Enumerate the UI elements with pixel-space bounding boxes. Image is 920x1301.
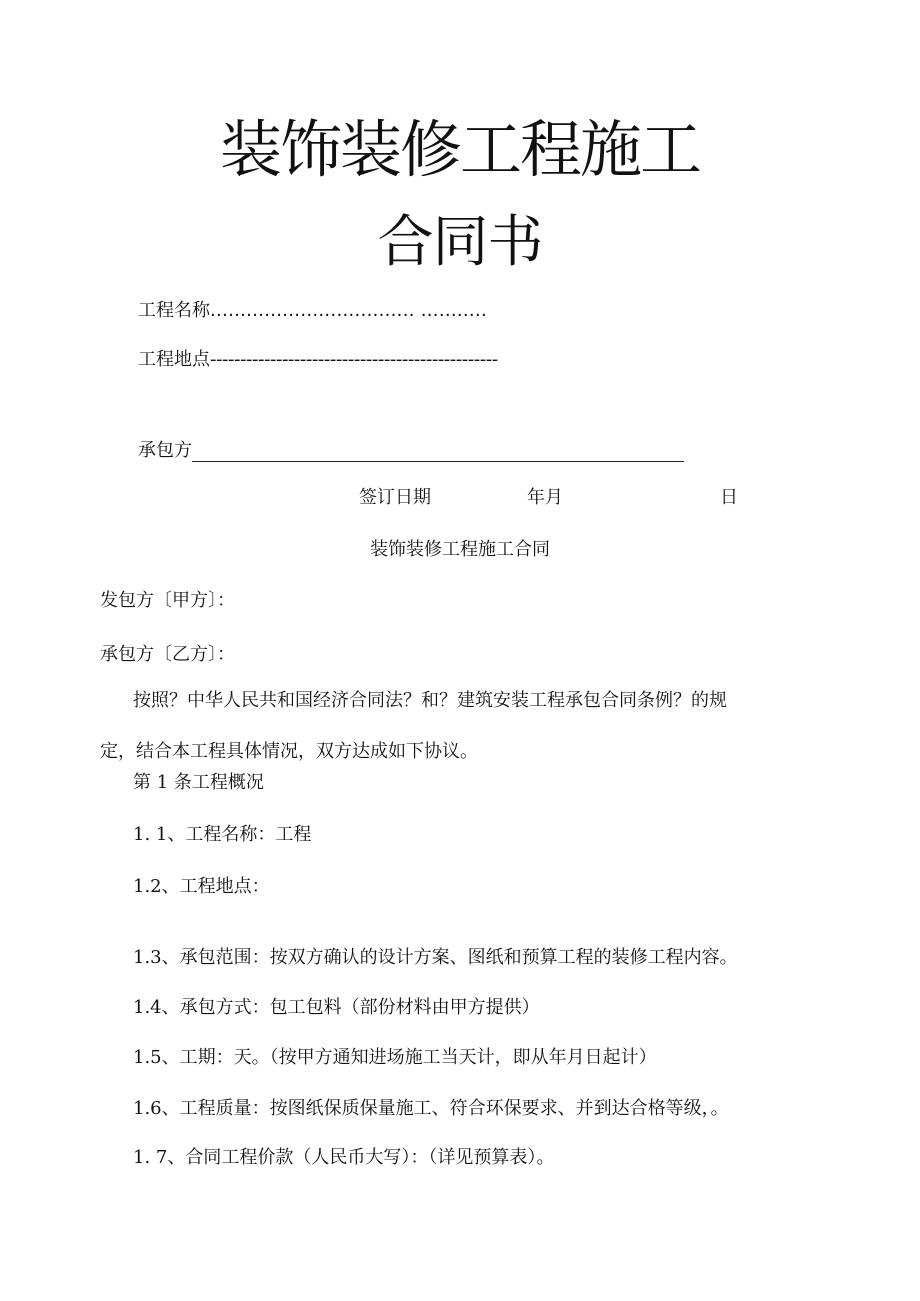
item-1-2: 1.2、工程地点：: [133, 876, 270, 897]
sign-date-label: 签订日期: [359, 487, 431, 508]
project-location-field: [138, 345, 498, 371]
sign-day-label: 日: [720, 487, 738, 508]
item-1-6: 1.6、工程质量：按图纸保质保量施工、符合环保要求、并到达合格等级，。: [133, 1098, 729, 1119]
project-name-field: [138, 296, 487, 322]
project-location-label: 工程地点: [138, 349, 210, 370]
preamble-line1: 按照？中华人民共和国经济合同法？和？建筑安装工程承包合同条例？的规: [133, 690, 727, 711]
item-1-3: 1.3、承包范围：按双方确认的设计方案、图纸和预算工程的装修工程内容。: [133, 947, 738, 968]
project-name-label: 工程名称: [138, 300, 210, 321]
cover-title-line2: 合同书: [377, 210, 543, 275]
party-b-label: 承包方〔乙方〕：: [100, 644, 235, 665]
item-1-1: 1. 1、工程名称：工程: [133, 824, 312, 845]
cover-title-line1: 装饰装修工程施工: [219, 113, 700, 186]
contractor-field: [138, 436, 684, 462]
project-location-fill: ------------------------------------------------: [210, 349, 498, 370]
project-name-fill: .................................. ...........: [210, 300, 487, 321]
item-1-4: 1.4、承包方式：包工包料（部份材料由甲方提供）: [133, 997, 540, 1018]
article1-heading: 第 1 条工程概况: [133, 772, 264, 793]
contract-subtitle: 装饰装修工程施工合同: [370, 539, 550, 560]
item-1-5: 1.5、工期：天。（按甲方通知进场施工当天计，即从年月日起计）: [133, 1047, 657, 1068]
preamble-line2: 定，结合本工程具体情况，双方达成如下协议。: [100, 741, 478, 762]
item-1-7: 1. 7、合同工程价款（人民币大写）：（详见预算表）。: [133, 1147, 555, 1168]
sign-year-month-label: 年月: [527, 487, 563, 508]
contractor-blank-line: [192, 443, 684, 462]
contractor-label: 承包方: [138, 440, 192, 461]
party-a-label: 发包方〔甲方〕：: [100, 590, 235, 611]
